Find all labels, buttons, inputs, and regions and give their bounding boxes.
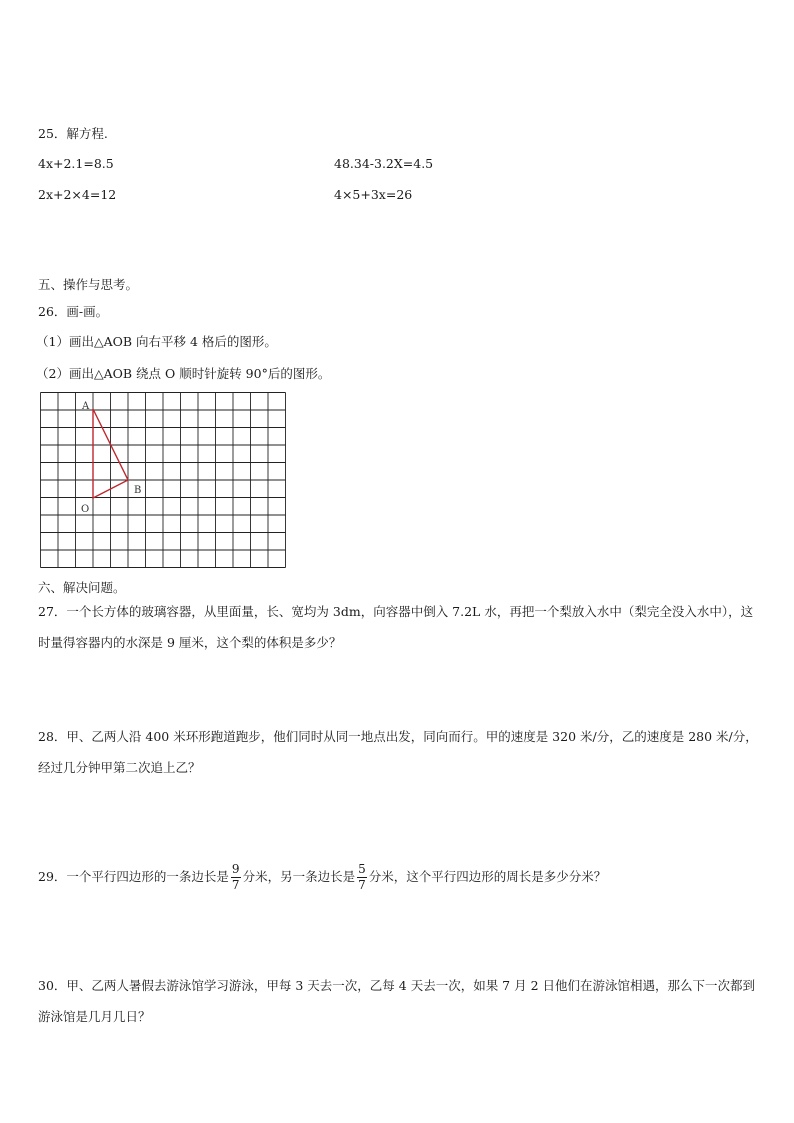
fraction-denominator: 7 xyxy=(358,878,366,892)
label-a: A xyxy=(82,401,90,412)
section6-title: 六、解决问题。 xyxy=(38,580,126,595)
label-b: B xyxy=(134,485,142,496)
fraction-numerator: 9 xyxy=(231,862,240,876)
fraction-5-7 xyxy=(357,862,367,893)
q28-text: 28．甲、乙两人沿 400 米环形跑道跑步，他们同时从同一地点出发，同向而行。甲的速度是 320 米/分，乙的速度是 280 米/分，经过几分钟甲第二次追上乙？ xyxy=(38,729,758,775)
q29-suffix: 分米，这个平行四边形的周长是多少分米？ xyxy=(368,869,607,884)
q25-equation-3: 2x+2×4=12 xyxy=(38,187,117,202)
q26-title: 26．画-画。 xyxy=(38,304,109,319)
section5-title: 五、操作与思考。 xyxy=(38,277,139,292)
q26-part2: （2）画出△AOB 绕点 O 顺时针旋转 90°后的图形。 xyxy=(36,366,331,381)
q25-equation-2: 48.34-3.2X=4.5 xyxy=(334,156,434,171)
q25-equation-1: 4x+2.1=8.5 xyxy=(38,156,114,171)
q27-text: 27．一个长方体的玻璃容器，从里面量，长、宽均为 3dm，向容器中倒入 7.2L 水，再把一个梨放入水中（梨完全没入水中），这时量得容器内的水深是 9 厘米，这个梨的体积是多少？ xyxy=(38,604,754,650)
grid-figure xyxy=(40,392,288,570)
fraction-9-7 xyxy=(231,862,241,893)
q29-prefix: 29．一个平行四边形的一条边长是 xyxy=(38,869,229,884)
fraction-numerator: 5 xyxy=(358,862,366,876)
q25-equation-4: 4×5+3x=26 xyxy=(334,187,413,202)
q30-text: 30．甲、乙两人暑假去游泳馆学习游泳，甲每 3 天去一次，乙每 4 天去一次，如果 7 月 2 日他们在游泳馆相遇，那么下一次都到游泳馆是几月几日？ xyxy=(38,978,756,1024)
fraction-denominator: 7 xyxy=(231,878,240,892)
q25-title: 25．解方程. xyxy=(38,126,108,141)
q29-mid: 分米，另一条边长是 xyxy=(242,869,356,884)
q26-part1: （1）画出△AOB 向右平移 4 格后的图形。 xyxy=(36,334,277,349)
grid-lines xyxy=(41,393,286,568)
label-o: O xyxy=(81,504,90,515)
q29-text xyxy=(38,857,606,897)
